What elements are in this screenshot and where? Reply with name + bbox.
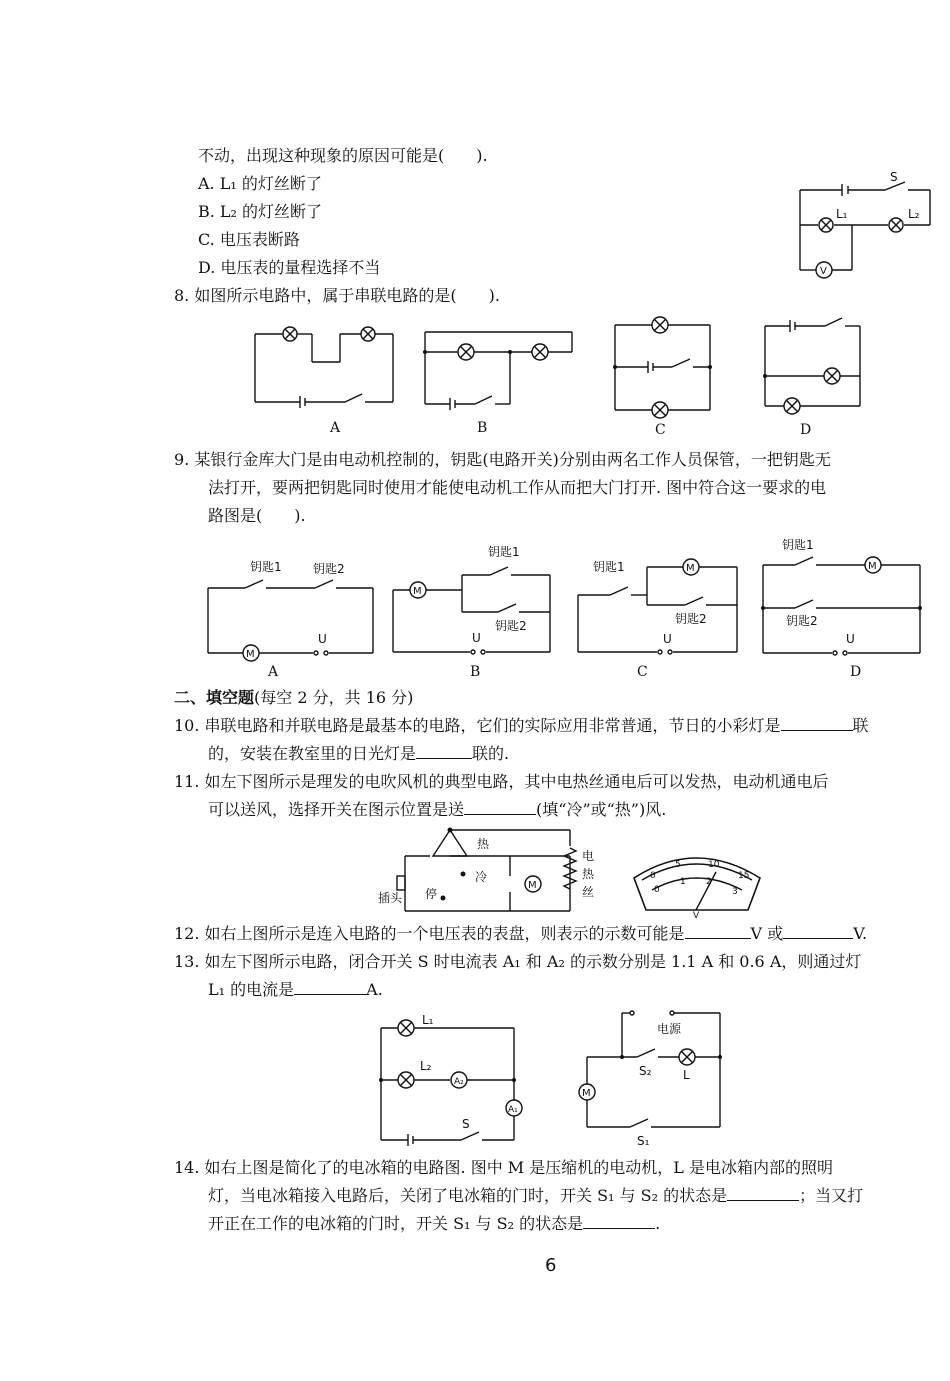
- section-2-heading: [174, 688, 413, 708]
- fridge-s2: S₂: [639, 1064, 652, 1078]
- q10-line1: [174, 716, 869, 736]
- q7-option-c: C. 电压表断路: [198, 230, 300, 249]
- q9-b-motor: M: [413, 586, 422, 597]
- q12-voltmeter-dial: [630, 852, 765, 921]
- q13-line1: 13. 如左下图所示电路，闭合开关 S 时电流表 A₁ 和 A₂ 的示数分别是 1.1 A 和 0.6 A，则通过灯: [174, 952, 862, 971]
- q11-text-c: (填“冷”或“热”)风.: [536, 800, 667, 819]
- q10-text-a: 10. 串联电路和并联电路是最基本的电路，它们的实际应用非常普通，节日的小彩灯是: [174, 716, 781, 735]
- q12-text-a: 12. 如右上图所示是连入电路的一个电压表的表盘，则表示的示数可能是: [174, 924, 685, 943]
- fridge-source: 电源: [657, 1022, 682, 1036]
- q13-fig-l2: L₂: [420, 1059, 432, 1073]
- q9-d-key1: 钥匙1: [782, 538, 814, 552]
- q7-option-a: A. L₁ 的灯丝断了: [198, 174, 322, 193]
- section-2-title: 二、填空题: [174, 688, 255, 707]
- q13-blank[interactable]: [294, 980, 366, 995]
- q8-label-b: B: [477, 420, 488, 436]
- q12-text-b: V 或: [750, 924, 784, 943]
- q8-stem: 8. 如图所示电路中，属于串联电路的是( ).: [174, 286, 500, 305]
- q10-text-c: 的，安装在教室里的日光灯是: [208, 744, 417, 763]
- q13-circuit-figure: [376, 1010, 526, 1150]
- q10-line2: [208, 744, 509, 764]
- q14-text-e: .: [655, 1214, 661, 1233]
- q14-fridge-circuit: [575, 1005, 750, 1150]
- q11-line1: 11. 如左下图所示是理发的电吹风机的典型电路，其中电热丝通电后可以发热，电动机通电后: [174, 772, 829, 791]
- dial-bottom-3: 3: [732, 887, 738, 897]
- q10-text-d: 联的.: [472, 744, 510, 763]
- dial-bottom-1: 1: [680, 877, 686, 887]
- q14-blank-2[interactable]: [583, 1214, 655, 1229]
- q9-b-key1: 钥匙1: [488, 545, 520, 559]
- q13-text-c: A.: [366, 980, 383, 999]
- q9-circuit-b: [390, 540, 560, 665]
- q14-text-c: ；当又打: [799, 1186, 864, 1205]
- q10-blank-1[interactable]: [781, 716, 853, 731]
- section-2-note: (每空 2 分，共 16 分): [254, 688, 414, 707]
- q13-line2: [208, 980, 383, 1000]
- q9-circuit-a: [205, 555, 380, 665]
- q9-c-motor: M: [686, 563, 695, 574]
- q9-b-key2: 钥匙2: [495, 619, 527, 633]
- fridge-m: M: [582, 1088, 591, 1099]
- q7-fig-s-label: S: [890, 170, 898, 184]
- q14-line2: [208, 1186, 863, 1206]
- q11-line2: [208, 800, 666, 820]
- fridge-l: L: [683, 1068, 690, 1082]
- q7-fig-l2-label: L₂: [908, 207, 920, 221]
- q9-label-d: D: [850, 664, 862, 680]
- q9-d-key2: 钥匙2: [786, 614, 818, 628]
- q9-a-motor: M: [246, 649, 255, 660]
- q14-line1: 14. 如右上图是简化了的电冰箱的电路图. 图中 M 是压缩机的电动机，L 是电冰箱内部的照明: [174, 1158, 833, 1177]
- q7-circuit-figure: [790, 170, 940, 280]
- q13-fig-l1: L₁: [422, 1013, 434, 1027]
- q9-stem-line1: 9. 某银行金库大门是由电动机控制的，钥匙(电路开关)分别由两名工作人员保管，一把钥匙无: [174, 450, 831, 469]
- dial-top-10: 10: [708, 860, 720, 870]
- q10-text-b: 联: [852, 716, 869, 735]
- q7-fig-v-label: V: [820, 266, 827, 277]
- q12-blank-1[interactable]: [685, 924, 751, 939]
- q8-circuit-d: [760, 318, 870, 418]
- q9-c-key1: 钥匙1: [593, 560, 625, 574]
- q9-circuit-c: [575, 545, 745, 665]
- q9-circuit-d: [760, 535, 930, 665]
- q8-label-c: C: [655, 422, 666, 438]
- q7-option-d: D. 电压表的量程选择不当: [198, 258, 381, 277]
- q8-label-d: D: [800, 422, 812, 438]
- q9-d-u: U: [846, 632, 855, 646]
- q14-line3: [208, 1214, 660, 1234]
- q11-fig-plug: 插头: [378, 891, 403, 905]
- q14-text-b: 灯，当电冰箱接入电路后，关闭了电冰箱的门时，开关 S₁ 与 S₂ 的状态是: [208, 1186, 728, 1205]
- q11-fig-cold: 冷: [475, 870, 488, 884]
- page-number: 6: [545, 1255, 557, 1276]
- q8-label-a: A: [330, 420, 341, 436]
- q11-fig-hot: 热: [477, 837, 490, 851]
- q7-fig-l1-label: L₁: [836, 207, 848, 221]
- q11-text-b: 可以送风，选择开关在图示位置是送: [208, 800, 465, 819]
- q11-fig-heater-1: 电: [582, 849, 595, 863]
- q13-fig-a1: A₁: [508, 1105, 518, 1115]
- q11-fig-motor: M: [528, 880, 537, 891]
- q12-text-c: V.: [853, 924, 868, 943]
- q9-label-c: C: [637, 664, 648, 680]
- dial-top-0: 0: [650, 871, 656, 881]
- dial-top-15: 15: [738, 871, 750, 881]
- q11-hair-dryer-circuit: [375, 826, 605, 916]
- q9-c-key2: 钥匙2: [675, 612, 707, 626]
- q9-stem-line3: 路图是( ).: [208, 506, 306, 525]
- q12-line: [174, 924, 867, 944]
- dial-unit: V: [693, 911, 700, 921]
- q11-fig-stop: 停: [425, 887, 438, 901]
- q7-option-b: B. L₂ 的灯丝断了: [198, 202, 323, 221]
- fridge-s1: S₁: [637, 1134, 650, 1148]
- q9-a-key1: 钥匙1: [250, 560, 282, 574]
- q11-fig-heater-3: 丝: [582, 885, 595, 899]
- q9-label-b: B: [470, 664, 481, 680]
- q13-fig-a2: A₂: [454, 1077, 464, 1087]
- q14-text-d: 开正在工作的电冰箱的门时，开关 S₁ 与 S₂ 的状态是: [208, 1214, 584, 1233]
- q13-text-b: L₁ 的电流是: [208, 980, 295, 999]
- q8-circuit-b: [420, 322, 580, 412]
- q11-fig-heater-2: 热: [582, 867, 595, 881]
- dial-top-5: 5: [675, 860, 681, 870]
- q9-stem-line2: 法打开，要两把钥匙同时使用才能使电动机工作从而把大门打开. 图中符合这一要求的电: [208, 478, 827, 497]
- q12-blank-2[interactable]: [783, 924, 853, 939]
- q11-blank[interactable]: [464, 800, 536, 815]
- q10-blank-2[interactable]: [416, 744, 472, 759]
- q9-d-motor: M: [868, 561, 877, 572]
- q7-continuation: 不动，出现这种现象的原因可能是( ).: [198, 146, 488, 165]
- q9-label-a: A: [268, 664, 279, 680]
- q8-circuit-c: [610, 315, 720, 420]
- q9-b-u: U: [472, 631, 481, 645]
- q8-circuit-a: [250, 322, 400, 412]
- q9-c-u: U: [663, 632, 672, 646]
- q14-blank-1[interactable]: [727, 1186, 799, 1201]
- q9-a-key2: 钥匙2: [313, 562, 345, 576]
- q9-a-u: U: [318, 632, 327, 646]
- q13-fig-s: S: [462, 1117, 470, 1131]
- dial-bottom-0: 0: [654, 885, 660, 895]
- dial-bottom-2: 2: [706, 877, 712, 887]
